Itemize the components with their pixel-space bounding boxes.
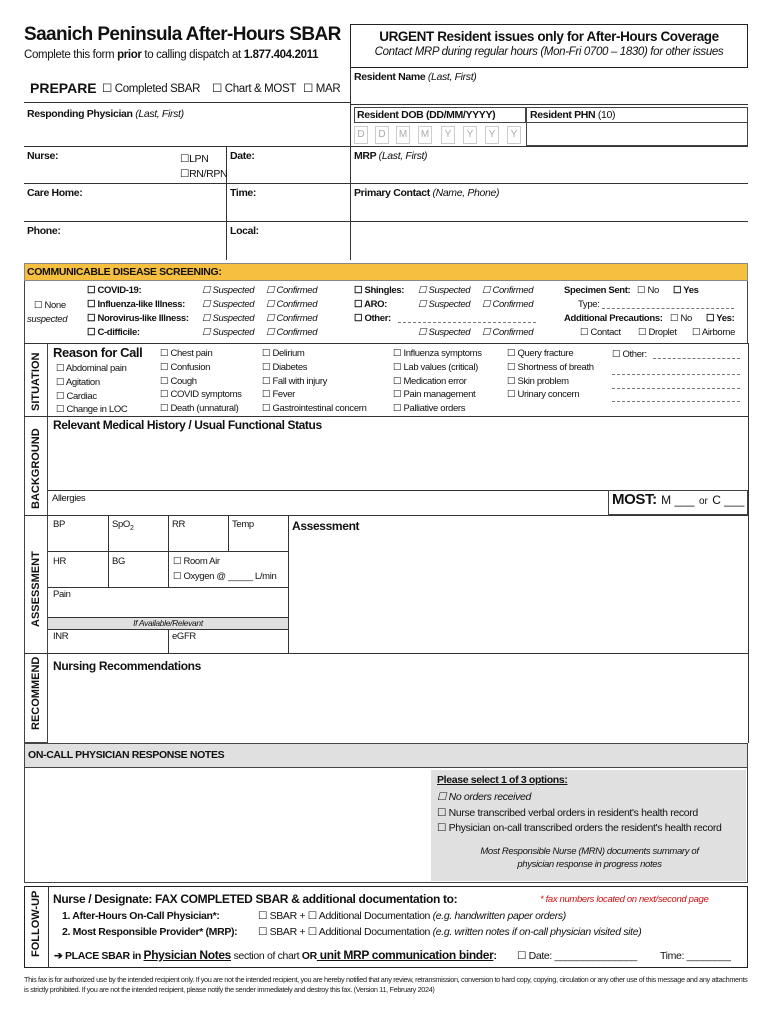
physician-notes-link: Physician Notes (143, 948, 231, 962)
shingles-suspected-checkbox[interactable]: ☐ Suspected (418, 285, 471, 296)
urgent-box (350, 24, 748, 68)
recommend-side-label: RECOMMEND (30, 656, 42, 730)
screening-none-checkbox[interactable]: ☐ None (34, 300, 66, 311)
no-orders-checkbox[interactable]: ☐ No orders received (437, 791, 532, 803)
dob-cell[interactable]: Y (463, 126, 477, 144)
fax-line-1-checkboxes[interactable]: ☐ SBAR + ☐ Additional Documentation (258, 910, 431, 922)
if-available-bar: If Available/Relevant (48, 617, 288, 629)
reason-col-1 (56, 362, 127, 417)
specimen-label: Specimen Sent: (564, 285, 631, 296)
divider (168, 629, 169, 653)
reason-cough[interactable]: ☐ Cough (160, 375, 197, 387)
covid-suspected-checkbox[interactable]: ☐ Suspected (202, 285, 255, 296)
divider (226, 146, 227, 260)
precautions-yes-checkbox[interactable]: ☐ Yes: (706, 313, 735, 324)
nurse-label: Nurse: (27, 150, 59, 162)
subtitle-bold: prior (117, 49, 142, 61)
rnrpn-checkbox[interactable]: ☐RN/RPN (180, 168, 228, 180)
resident-name-label (354, 71, 476, 83)
place-sbar-or: OR (301, 950, 317, 962)
mrn-note-line-1: Most Responsible Nurse (MRN) documents summary of (480, 846, 699, 857)
allergies-label: Allergies (52, 493, 86, 504)
footer-disclaimer: This fax is for authorized use by the intended recipient only. If you are not the intended recipient, you are hereby notified that any review, retransmission, conversion to hard copy, copying, circulation or any other use of this message and any attachments is strictly prohibited. If you are not the intended recipient, please notify the sender immediately and destroy this fax. (Version 11, February 2024) (24, 975, 748, 994)
fax-line-1-hint: (e.g. handwritten paper orders) (432, 910, 566, 922)
spo2-sub: 2 (129, 524, 134, 532)
reason-influenza[interactable]: ☐ Influenza symptoms (393, 348, 482, 359)
influenza-checkbox[interactable]: ☐ Influenza-like Illness: (87, 299, 185, 310)
contact-note: Contact MRP during regular hours (Mon-Fri 0700 – 1830) for other issues (374, 46, 724, 58)
reason-other-line[interactable] (612, 388, 740, 389)
fax-line-1-label: 1. After-Hours On-Call Physician*: (62, 910, 220, 922)
primary-contact-label (354, 187, 499, 199)
divider (288, 515, 289, 653)
reason-cardiac[interactable]: ☐ Cardiac (56, 390, 97, 402)
screening-header: COMMUNICABLE DISEASE SCREENING: (24, 263, 748, 281)
prepare-completed-sbar-checkbox[interactable]: ☐ Completed SBAR (102, 83, 201, 95)
bg-label: BG (112, 556, 126, 567)
reason-other-line[interactable] (653, 358, 740, 359)
reason-other-checkbox[interactable]: ☐ Other: (612, 349, 647, 360)
most-or: or (698, 496, 708, 507)
dob-cell[interactable]: Y (507, 126, 521, 144)
cdifficile-checkbox[interactable]: ☐ C-difficile: (87, 327, 140, 338)
divider (48, 490, 608, 491)
responding-physician-hint: (Last, First) (135, 108, 184, 120)
dispatch-phone: 1.877.404.2011 (243, 49, 319, 61)
responding-physician-text: Responding Physician (27, 108, 133, 120)
screening-none-suffix: suspected (27, 314, 68, 325)
oncall-header: ON-CALL PHYSICIAN RESPONSE NOTES (24, 743, 748, 768)
divider (24, 343, 748, 344)
prepare-chart-most-checkbox[interactable]: ☐ Chart & MOST (212, 83, 297, 95)
reason-for-call-title: Reason for Call (53, 345, 143, 360)
dob-cell[interactable]: Y (441, 126, 455, 144)
reason-death[interactable]: ☐ Death (unnatural) (160, 403, 239, 415)
time-label: Time: (230, 187, 257, 199)
influenza-confirmed-checkbox[interactable]: ☐ Confirmed (266, 299, 318, 310)
egfr-label: eGFR (172, 631, 196, 642)
other-suspected-checkbox[interactable]: ☐ Suspected (418, 327, 471, 338)
reason-medication-error[interactable]: ☐ Medication error (393, 375, 467, 387)
reason-palliative[interactable]: ☐ Palliative orders (393, 403, 466, 415)
reason-diabetes[interactable]: ☐ Diabetes (262, 361, 308, 373)
mrp-hint: (Last, First) (378, 150, 428, 162)
contact-precaution-checkbox[interactable]: ☐ Contact (580, 327, 621, 338)
urgent-line (351, 29, 747, 44)
fax-line-1-options (258, 910, 566, 922)
phone-label: Phone: (27, 225, 61, 237)
dob-cell[interactable]: D (354, 126, 368, 144)
followup-date-checkbox[interactable]: ☐ Date: _______________ (517, 950, 637, 962)
reason-urinary-concern[interactable]: ☐ Urinary concern (507, 389, 580, 401)
dob-cell[interactable]: M (418, 126, 432, 144)
followup-side-label: FOLLOW-UP (30, 890, 42, 957)
norovirus-suspected-checkbox[interactable]: ☐ Suspected (202, 313, 255, 324)
form-subtitle (24, 49, 318, 61)
nurse-transcribed-checkbox[interactable]: ☐ Nurse transcribed verbal orders in resident's health record (437, 806, 698, 819)
urgent-rest: Resident issues only for After-Hours Coverage (433, 29, 719, 44)
place-sbar-pre: ➔ PLACE SBAR in (54, 950, 144, 962)
divider (350, 66, 351, 260)
mrp-binder-link: unit MRP communication binder (316, 948, 494, 962)
dob-cell[interactable]: Y (485, 126, 499, 144)
precautions-no-checkbox[interactable]: ☐ No (670, 313, 692, 324)
divider (24, 146, 748, 147)
bp-label: BP (53, 519, 65, 530)
reason-query-fracture[interactable]: ☐ Query fracture (507, 348, 574, 359)
followup-time-field[interactable]: Time: ________ (660, 950, 731, 962)
divider (350, 104, 748, 105)
resident-dob-label: Resident DOB (DD/MM/YYYY) (354, 107, 526, 123)
divider (48, 551, 288, 552)
dob-cell[interactable]: D (375, 126, 389, 144)
lpn-checkbox[interactable]: ☐LPN (180, 153, 209, 165)
aro-checkbox[interactable]: ☐ ARO: (354, 299, 387, 310)
other-disease-line[interactable] (398, 322, 536, 323)
followup-title: Nurse / Designate: FAX COMPLETED SBAR & additional documentation to: (53, 892, 458, 906)
norovirus-confirmed-checkbox[interactable]: ☐ Confirmed (266, 313, 318, 324)
reason-covid-symptoms[interactable]: ☐ COVID symptoms (160, 389, 242, 401)
shingles-confirmed-checkbox[interactable]: ☐ Confirmed (482, 285, 534, 296)
precautions-label: Additional Precautions: (564, 313, 663, 324)
influenza-suspected-checkbox[interactable]: ☐ Suspected (202, 299, 255, 310)
room-air-checkbox[interactable]: ☐ Room Air (173, 556, 220, 567)
most-box (608, 490, 748, 515)
subtitle-text-2: to calling dispatch at (141, 49, 244, 61)
reason-pain-management[interactable]: ☐ Pain management (393, 389, 476, 401)
divider (24, 416, 748, 417)
reason-delirium[interactable]: ☐ Delirium (262, 348, 305, 359)
divider (24, 515, 748, 516)
fax-line-2-label: 2. Most Responsible Provider* (MRP): (62, 926, 238, 938)
aro-confirmed-checkbox[interactable]: ☐ Confirmed (482, 299, 534, 310)
other-confirmed-checkbox[interactable]: ☐ Confirmed (482, 327, 534, 338)
type-label: Type: (578, 299, 600, 310)
rr-label: RR (172, 519, 186, 530)
primary-contact-hint: (Name, Phone) (432, 187, 500, 199)
resident-phn-hint: (10) (597, 109, 616, 121)
resident-phn-input[interactable] (526, 123, 748, 146)
situation-side-label: SITUATION (30, 352, 42, 411)
mrp-text: MRP (354, 150, 377, 162)
resident-phn-label (526, 107, 748, 123)
nursing-recommendations-title: Nursing Recommendations (53, 659, 201, 673)
type-line[interactable] (602, 308, 734, 309)
most-m[interactable]: M ___ (661, 493, 695, 507)
responding-physician-label (27, 108, 184, 120)
reason-gastrointestinal[interactable]: ☐ Gastrointestinal concern (262, 403, 367, 415)
cdifficile-confirmed-checkbox[interactable]: ☐ Confirmed (266, 327, 318, 338)
reason-agitation[interactable]: ☐ Agitation (56, 376, 100, 388)
oncall-options-list (437, 790, 721, 837)
form-title: Saanich Peninsula After-Hours SBAR (24, 24, 341, 45)
reason-fall-with-injury[interactable]: ☐ Fall with injury (262, 375, 328, 387)
droplet-precaution-checkbox[interactable]: ☐ Droplet (638, 327, 677, 338)
fax-line-2-options (258, 926, 641, 938)
covid-checkbox[interactable]: ☐ COVID-19: (87, 285, 142, 296)
reason-abdominal-pain[interactable]: ☐ Abdominal pain (56, 363, 127, 374)
covid-confirmed-checkbox[interactable]: ☐ Confirmed (266, 285, 318, 296)
reason-other-line[interactable] (612, 401, 740, 402)
reason-col-5 (507, 347, 594, 402)
resident-phn-text: Resident PHN (530, 109, 596, 121)
oxygen-checkbox[interactable]: ☐ Oxygen @ _____ L/min (173, 571, 277, 582)
reason-confusion[interactable]: ☐ Confusion (160, 361, 211, 373)
physician-transcribed-checkbox[interactable]: ☐ Physician on-call transcribed orders the resident's health record (437, 822, 722, 834)
divider (24, 653, 748, 654)
divider (48, 886, 49, 968)
reason-change-in-loc[interactable]: ☐ Change in LOC (56, 404, 128, 416)
care-home-label: Care Home: (27, 187, 83, 199)
place-sbar-mid: section of chart (231, 950, 302, 962)
inr-label: INR (53, 631, 69, 642)
prepare-mar-checkbox[interactable]: ☐ MAR (303, 83, 341, 95)
reason-col-2 (160, 347, 242, 416)
divider (24, 183, 748, 184)
dob-cell[interactable]: M (396, 126, 410, 144)
urgent-word: URGENT (379, 29, 434, 44)
aro-suspected-checkbox[interactable]: ☐ Suspected (418, 299, 471, 310)
fax-note: * fax numbers located on next/second page (540, 894, 709, 905)
fax-line-2-checkboxes[interactable]: ☐ SBAR + ☐ Additional Documentation (258, 926, 431, 938)
medical-history-title: Relevant Medical History / Usual Functional Status (53, 418, 322, 432)
divider (24, 102, 350, 103)
assessment-side-label: ASSESSMENT (30, 551, 42, 627)
divider (24, 221, 748, 222)
other-disease-checkbox[interactable]: ☐ Other: (354, 313, 391, 324)
specimen-no-checkbox[interactable]: ☐ No (637, 285, 659, 296)
date-label: Date: (230, 150, 255, 162)
reason-skin-problem[interactable]: ☐ Skin problem (507, 375, 569, 387)
divider (48, 587, 288, 588)
norovirus-checkbox[interactable]: ☐ Norovirus-like Illness: (87, 313, 189, 324)
background-side-label: BACKGROUND (30, 428, 42, 509)
reason-shortness-of-breath[interactable]: ☐ Shortness of breath (507, 361, 594, 373)
primary-contact-text: Primary Contact (354, 187, 430, 199)
assessment-title: Assessment (292, 519, 360, 533)
shingles-checkbox[interactable]: ☐ Shingles: (354, 285, 405, 296)
most-label: MOST: (612, 491, 657, 508)
cdifficile-suspected-checkbox[interactable]: ☐ Suspected (202, 327, 255, 338)
mrn-note-line-2: physician response in progress notes (517, 859, 662, 870)
place-sbar-line (54, 948, 497, 962)
reason-chest-pain[interactable]: ☐ Chest pain (160, 348, 213, 359)
place-sbar-colon: : (493, 950, 497, 962)
spo2-label (112, 519, 134, 532)
temp-label: Temp (232, 519, 254, 530)
resident-name-hint: (Last, First) (427, 71, 477, 83)
reason-col-4 (393, 347, 482, 416)
select-options-title: Please select 1 of 3 options: (437, 774, 568, 786)
most-c[interactable]: C ___ (712, 493, 745, 507)
fax-line-2-hint: (e.g. written notes if on-call physician visited site) (432, 926, 642, 938)
spo2-text: SpO (112, 519, 130, 530)
local-label: Local: (230, 225, 259, 237)
mrn-note (437, 845, 742, 871)
reason-other-line[interactable] (612, 374, 740, 375)
divider (48, 617, 288, 618)
prepare-label: PREPARE (30, 80, 97, 96)
airborne-precaution-checkbox[interactable]: ☐ Airborne (692, 327, 736, 338)
subtitle-text: Complete this form (24, 49, 118, 61)
specimen-yes-checkbox[interactable]: ☐ Yes (673, 285, 699, 296)
hr-label: HR (53, 556, 67, 567)
reason-lab-values[interactable]: ☐ Lab values (critical) (393, 361, 478, 373)
pain-label: Pain (53, 589, 71, 600)
resident-name-text: Resident Name (354, 71, 426, 83)
mrp-label (354, 150, 427, 162)
divider (228, 515, 229, 551)
divider (748, 343, 749, 743)
reason-fever[interactable]: ☐ Fever (262, 389, 295, 401)
reason-col-3 (262, 347, 367, 416)
